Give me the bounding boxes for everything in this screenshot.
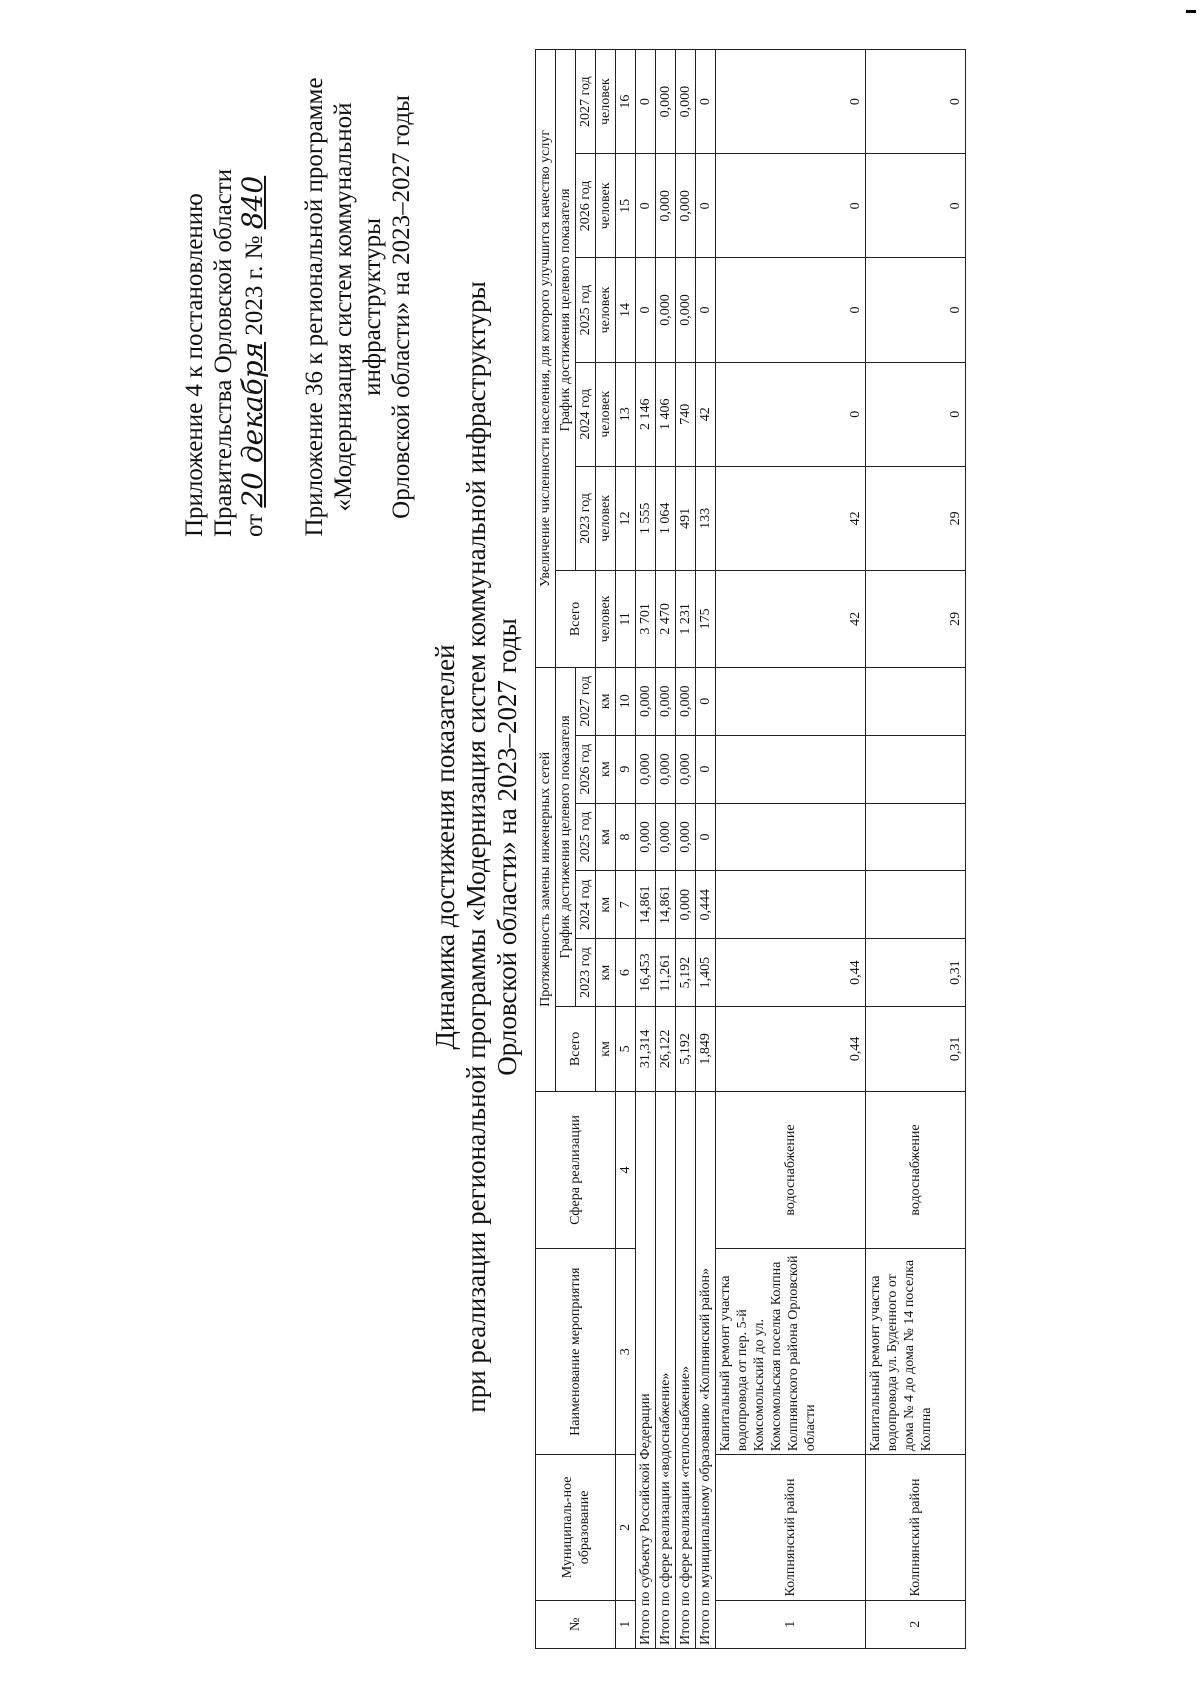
table-cell: 31,314 bbox=[636, 1007, 656, 1092]
summary-label: Итого по муниципальному образованию «Колпнянский район» bbox=[696, 1091, 716, 1648]
table-cell: 175 bbox=[696, 570, 716, 667]
handwritten-number: 840 bbox=[236, 175, 269, 230]
population-group-header: Увеличение численности населения, для которого улучшится качество услуг bbox=[536, 50, 556, 668]
summary-label: Итого по сфере реализации «водоснабжение» bbox=[656, 1091, 676, 1648]
table-cell: 29 bbox=[866, 466, 966, 570]
table-cell bbox=[866, 735, 966, 803]
title-line-2: при реализации региональной программы «Модернизация систем коммунальной инфраструктуры bbox=[461, 281, 491, 1413]
col-municipality-header: Муниципаль-ное образование bbox=[536, 1455, 616, 1600]
table-cell: 1,405 bbox=[696, 939, 716, 1007]
table-cell: 29 bbox=[866, 570, 966, 667]
program-line-4: Орловской области» на 2023–2027 годы bbox=[388, 95, 415, 519]
col-num-header: № bbox=[536, 1600, 616, 1648]
col-sphere-header: Сфера реализации bbox=[536, 1091, 616, 1248]
unit-cell: человек bbox=[596, 466, 616, 570]
col-number: 2 bbox=[616, 1455, 636, 1600]
table-cell: 26,122 bbox=[656, 1007, 676, 1092]
table-cell: 0 bbox=[866, 362, 966, 466]
row-sphere: водоснабжение bbox=[866, 1091, 966, 1248]
unit-cell: км bbox=[596, 735, 616, 803]
table-cell: 11,261 bbox=[656, 939, 676, 1007]
table-cell: 0,000 bbox=[656, 667, 676, 735]
table-cell bbox=[716, 735, 866, 803]
table-cell: 14,861 bbox=[656, 871, 676, 939]
unit-cell: человек bbox=[596, 258, 616, 362]
table-cell: 0,31 bbox=[866, 1007, 966, 1092]
col-number: 12 bbox=[616, 466, 636, 570]
unit-cell: км bbox=[596, 939, 616, 1007]
header-row-1 bbox=[536, 50, 556, 1649]
column-numbers-row bbox=[616, 50, 636, 1649]
table-cell: 0,000 bbox=[656, 154, 676, 258]
table-cell: 0,000 bbox=[676, 803, 696, 871]
row-municipality: Колпнянский район bbox=[866, 1455, 966, 1600]
row-event: Капитальный ремонт участка водопровода от пер. 5-й Комсомольский до ул. Комсомольская поселка Колпна Колпнянского района Орловской области bbox=[716, 1249, 866, 1455]
table-cell: 0 bbox=[636, 154, 656, 258]
appendix-header bbox=[180, 17, 269, 537]
date-prefix: от bbox=[241, 513, 268, 537]
handwritten-date: 20 декабря bbox=[236, 341, 269, 508]
table-cell: 1,849 bbox=[696, 1007, 716, 1092]
table-cell: 0 bbox=[696, 50, 716, 154]
table-cell bbox=[866, 871, 966, 939]
col-number: 16 bbox=[616, 50, 636, 154]
unit-cell: человек bbox=[596, 362, 616, 466]
program-line-2: «Модернизация систем коммунальной bbox=[330, 102, 357, 512]
row-municipality: Колпнянский район bbox=[716, 1455, 866, 1600]
summary-row bbox=[656, 50, 676, 1649]
table-cell: 42 bbox=[696, 362, 716, 466]
table-cell: 0,000 bbox=[636, 735, 656, 803]
table-cell: 3 701 bbox=[636, 570, 656, 667]
row-number: 1 bbox=[716, 1600, 866, 1648]
table-cell: 0,000 bbox=[676, 735, 696, 803]
table-cell: 1 555 bbox=[636, 466, 656, 570]
col-number: 15 bbox=[616, 154, 636, 258]
table-cell: 0,44 bbox=[716, 1007, 866, 1092]
unit-cell: км bbox=[596, 1007, 616, 1092]
table-cell: 0,000 bbox=[656, 258, 676, 362]
table-cell: 0 bbox=[716, 362, 866, 466]
table-cell: 133 bbox=[696, 466, 716, 570]
program-line-3: инфраструктуры bbox=[359, 218, 386, 396]
table-cell: 0 bbox=[696, 803, 716, 871]
length-schedule-header: График достижения целевого показателя bbox=[556, 667, 576, 1006]
summary-label: Итого по сфере реализации «теплоснабжение» bbox=[676, 1091, 696, 1648]
length-year-header: 2026 год bbox=[576, 735, 596, 803]
table-cell: 1 231 bbox=[676, 570, 696, 667]
table-cell: 0 bbox=[636, 258, 656, 362]
table-row bbox=[716, 50, 866, 1649]
col-number: 3 bbox=[616, 1249, 636, 1455]
table-cell: 0 bbox=[716, 258, 866, 362]
pop-year-header: 2023 год bbox=[576, 466, 596, 570]
table-cell: 2 470 bbox=[656, 570, 676, 667]
table-cell bbox=[866, 667, 966, 735]
table-cell: 5,192 bbox=[676, 1007, 696, 1092]
table-cell: 2 146 bbox=[636, 362, 656, 466]
table-cell: 0 bbox=[866, 258, 966, 362]
table-cell: 0,31 bbox=[866, 939, 966, 1007]
table-cell: 42 bbox=[716, 570, 866, 667]
col-number: 14 bbox=[616, 258, 636, 362]
col-number: 5 bbox=[616, 1007, 636, 1092]
table-cell: 0 bbox=[716, 154, 866, 258]
table-cell: 491 bbox=[676, 466, 696, 570]
table-cell: 0,000 bbox=[656, 803, 676, 871]
table-cell bbox=[716, 667, 866, 735]
table-cell bbox=[716, 803, 866, 871]
unit-cell: человек bbox=[596, 50, 616, 154]
table-cell: 0 bbox=[866, 154, 966, 258]
indicators-table bbox=[535, 49, 966, 1649]
col-number: 9 bbox=[616, 735, 636, 803]
col-number: 6 bbox=[616, 939, 636, 1007]
program-appendix-header bbox=[300, 27, 416, 587]
table-cell: 1 064 bbox=[656, 466, 676, 570]
unit-cell: человек bbox=[596, 570, 616, 667]
table-row bbox=[866, 50, 966, 1649]
col-number: 8 bbox=[616, 803, 636, 871]
table-cell: 0,000 bbox=[636, 667, 656, 735]
table-cell: 42 bbox=[716, 466, 866, 570]
table-cell: 5,192 bbox=[676, 939, 696, 1007]
summary-row bbox=[636, 50, 656, 1649]
table-cell: 0 bbox=[636, 50, 656, 154]
summary-row bbox=[696, 50, 716, 1649]
table-cell bbox=[716, 871, 866, 939]
title-line-3: Орловской области» на 2023–2027 годы bbox=[492, 618, 522, 1076]
pop-year-header: 2025 год bbox=[576, 258, 596, 362]
col-number: 4 bbox=[616, 1091, 636, 1248]
length-group-header: Протяженность замены инженерных сетей bbox=[536, 667, 556, 1091]
table-cell: 0 bbox=[696, 258, 716, 362]
table-cell: 0,000 bbox=[676, 50, 696, 154]
length-year-header: 2023 год bbox=[576, 939, 596, 1007]
unit-cell: км bbox=[596, 803, 616, 871]
length-year-header: 2024 год bbox=[576, 871, 596, 939]
length-total-header: Всего bbox=[556, 1007, 596, 1092]
table-cell: 0 bbox=[696, 667, 716, 735]
table-cell: 740 bbox=[676, 362, 696, 466]
length-year-header: 2025 год bbox=[576, 803, 596, 871]
row-event: Капитальный ремонт участка водопровода ул. Буденного от дома № 4 до дома № 14 поселка Колпна bbox=[866, 1249, 966, 1455]
date-year: 2023 г. № bbox=[241, 235, 268, 336]
col-number: 7 bbox=[616, 871, 636, 939]
table-cell: 0,444 bbox=[696, 871, 716, 939]
pop-year-header: 2027 год bbox=[576, 50, 596, 154]
appendix-line-2: Правительства Орловской области bbox=[210, 168, 237, 537]
appendix-line-1: Приложение 4 к постановлению bbox=[181, 193, 208, 537]
table-cell: 0 bbox=[696, 154, 716, 258]
table-cell: 0,000 bbox=[656, 50, 676, 154]
pop-total-header: Всего bbox=[556, 570, 596, 667]
title-line-1: Динамика достижения показателей bbox=[430, 644, 460, 1050]
table-cell: 1 406 bbox=[656, 362, 676, 466]
col-number: 1 bbox=[616, 1600, 636, 1648]
col-number: 11 bbox=[616, 570, 636, 667]
table-cell: 0,000 bbox=[676, 667, 696, 735]
program-line-1: Приложение 36 к региональной программе bbox=[301, 77, 328, 537]
table-cell: 0,000 bbox=[676, 154, 696, 258]
pop-year-header: 2024 год bbox=[576, 362, 596, 466]
appendix-line-3 bbox=[238, 17, 269, 537]
col-event-header: Наименование мероприятия bbox=[536, 1249, 616, 1455]
length-year-header: 2027 год bbox=[576, 667, 596, 735]
unit-cell: км bbox=[596, 667, 616, 735]
summary-row bbox=[676, 50, 696, 1649]
table-cell: 0,000 bbox=[656, 735, 676, 803]
table-cell: 0,000 bbox=[676, 871, 696, 939]
table-cell bbox=[866, 803, 966, 871]
pop-schedule-header: График достижения целевого показателя bbox=[556, 50, 576, 571]
summary-label: Итого по субъекту Российской Федерации bbox=[636, 1091, 656, 1648]
col-number: 10 bbox=[616, 667, 636, 735]
table-cell: 16,453 bbox=[636, 939, 656, 1007]
row-number: 2 bbox=[866, 1600, 966, 1648]
col-number: 13 bbox=[616, 362, 636, 466]
pop-year-header: 2026 год bbox=[576, 154, 596, 258]
table-cell: 0 bbox=[716, 50, 866, 154]
table-cell: 14,861 bbox=[636, 871, 656, 939]
row-sphere: водоснабжение bbox=[716, 1091, 866, 1248]
table-cell: 0 bbox=[866, 50, 966, 154]
table-cell: 0,000 bbox=[676, 258, 696, 362]
unit-cell: км bbox=[596, 871, 616, 939]
table-cell: 0,000 bbox=[636, 803, 656, 871]
unit-cell: человек bbox=[596, 154, 616, 258]
table-cell: 0,44 bbox=[716, 939, 866, 1007]
document-title bbox=[430, 147, 523, 1547]
table-cell: 0 bbox=[696, 735, 716, 803]
